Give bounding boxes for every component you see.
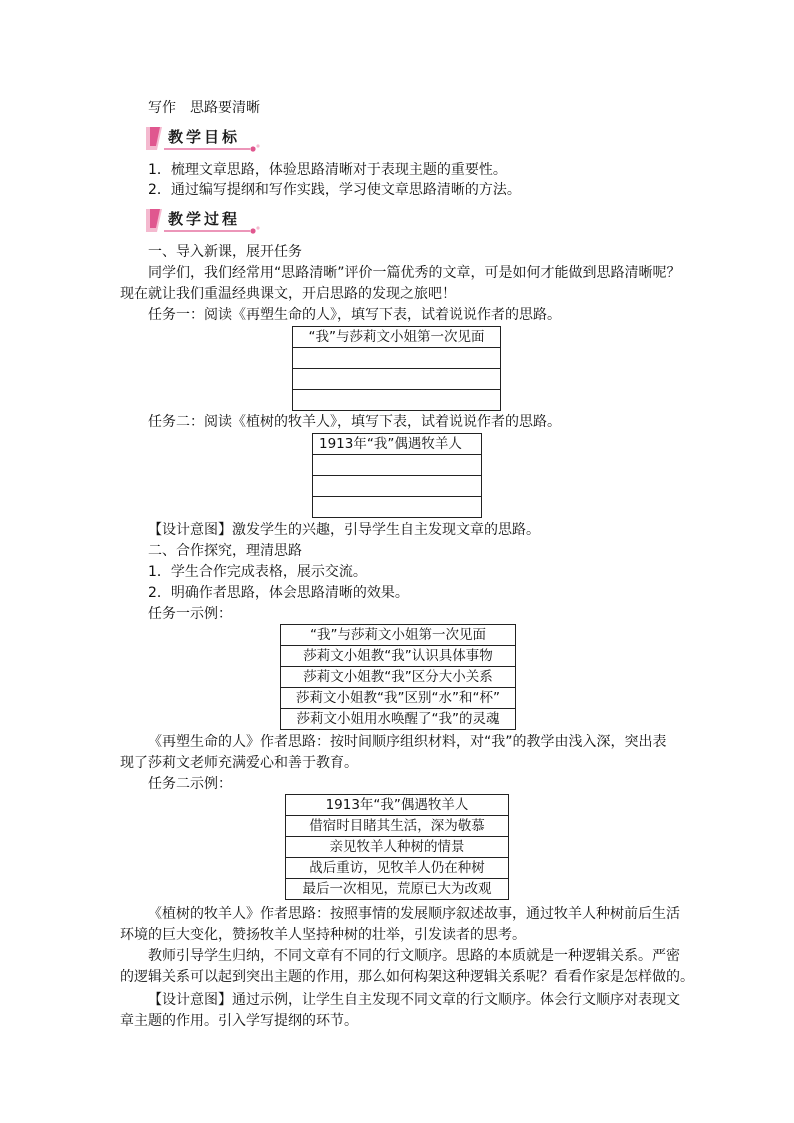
- table-blank-cell: [293, 348, 501, 369]
- teacher-guidance: 教师引导学生归纳，不同文章有不同的行文顺序。思路的本质就是一种逻辑关系。严密: [148, 948, 680, 964]
- table-cell: 莎莉文小姐教“我”区分大小关系: [281, 667, 516, 688]
- table-blank-cell: [293, 369, 501, 390]
- table-blank-cell: [313, 455, 482, 476]
- table-header-cell: “我”与莎莉文小姐第一次见面: [293, 327, 501, 348]
- section2-item: 1．学生合作完成表格，展示交流。: [148, 564, 367, 580]
- table-blank-cell: [313, 497, 482, 518]
- goal-item: 1．梳理文章思路，体验思路清晰对于表现主题的重要性。: [148, 162, 507, 178]
- summary1: 《再塑生命的人》作者思路：按时间顺序组织材料，对“我”的教学由浅入深，突出表: [148, 734, 667, 750]
- goals-heading-text: 教学目标: [168, 128, 241, 146]
- task2-table: [312, 433, 482, 518]
- design-intent-text: 通过示例，让学生自主发现不同文章的行文顺序。体会行文顺序对表现文: [232, 992, 680, 1008]
- design-intent-text: 激发学生的兴趣，引导学生自主发现文章的思路。: [232, 522, 540, 538]
- summary2: 《植树的牧羊人》作者思路：按照事情的发展顺序叙述故事，通过牧羊人种树前后生活: [148, 906, 680, 922]
- example1-table: [280, 624, 516, 730]
- design-intent-label: 【设计意图】: [148, 992, 232, 1008]
- teacher-guidance-cont: 的逻辑关系可以起到突出主题的作用，那么如何构架这种逻辑关系呢？看看作家是怎样做的。: [120, 969, 694, 985]
- design-intent-label: 【设计意图】: [148, 522, 232, 538]
- table-cell: 战后重访，见牧羊人仍在种树: [286, 858, 509, 879]
- table-cell: 莎莉文小姐教“我”认识具体事物: [281, 646, 516, 667]
- process-heading-text: 教学过程: [168, 210, 241, 228]
- section1-intro-cont: 现在就让我们重温经典课文，开启思路的发现之旅吧！: [120, 286, 456, 302]
- task2-instruction: 任务二：阅读《植树的牧羊人》，填写下表，试着说说作者的思路。: [148, 414, 561, 430]
- table-cell: 1913年“我”偶遇牧羊人: [286, 795, 509, 816]
- design-intent-cont: 章主题的作用。引入学写提纲的环节。: [120, 1013, 358, 1029]
- table-cell: 莎莉文小姐用水唤醒了“我”的灵魂: [281, 709, 516, 730]
- task1-table: [292, 326, 501, 411]
- example2-label: 任务二示例：: [148, 776, 232, 792]
- example1-label: 任务一示例：: [148, 606, 232, 622]
- section1-intro: 同学们，我们经常用“思路清晰”评价一篇优秀的文章，可是如何才能做到思路清晰呢？: [148, 265, 681, 281]
- table-cell: 借宿时目睹其生活，深为敬慕: [286, 816, 509, 837]
- section2-title: 二、合作探究，理清思路: [148, 543, 302, 559]
- table-header-cell: 1913年“我”偶遇牧羊人: [313, 434, 482, 455]
- example2-table: [285, 794, 509, 900]
- page-title: 写作 思路要清晰: [148, 100, 260, 116]
- summary2-cont: 环境的巨大变化，赞扬牧羊人坚持种树的壮举，引发读者的思考。: [120, 927, 526, 943]
- table-blank-cell: [293, 390, 501, 411]
- process-heading: [146, 206, 262, 236]
- table-blank-cell: [313, 476, 482, 497]
- section2-item: 2．明确作者思路，体会思路清晰的效果。: [148, 585, 409, 601]
- table-cell: 莎莉文小姐教“我”区别“水”和“杯”: [281, 688, 516, 709]
- table-cell: 最后一次相见，荒原已大为改观: [286, 879, 509, 900]
- design-intent: [148, 990, 680, 1010]
- task1-instruction: 任务一：阅读《再塑生命的人》，填写下表，试着说说作者的思路。: [148, 307, 561, 323]
- design-intent: [148, 520, 540, 540]
- goals-heading: [146, 124, 262, 154]
- summary1-cont: 现了莎莉文老师充满爱心和善于教育。: [120, 755, 358, 771]
- section1-title: 一、导入新课，展开任务: [148, 244, 302, 260]
- table-cell: 亲见牧羊人种树的情景: [286, 837, 509, 858]
- goal-item: 2．通过编写提纲和写作实践，学习使文章思路清晰的方法。: [148, 182, 521, 198]
- table-cell: “我”与莎莉文小姐第一次见面: [281, 625, 516, 646]
